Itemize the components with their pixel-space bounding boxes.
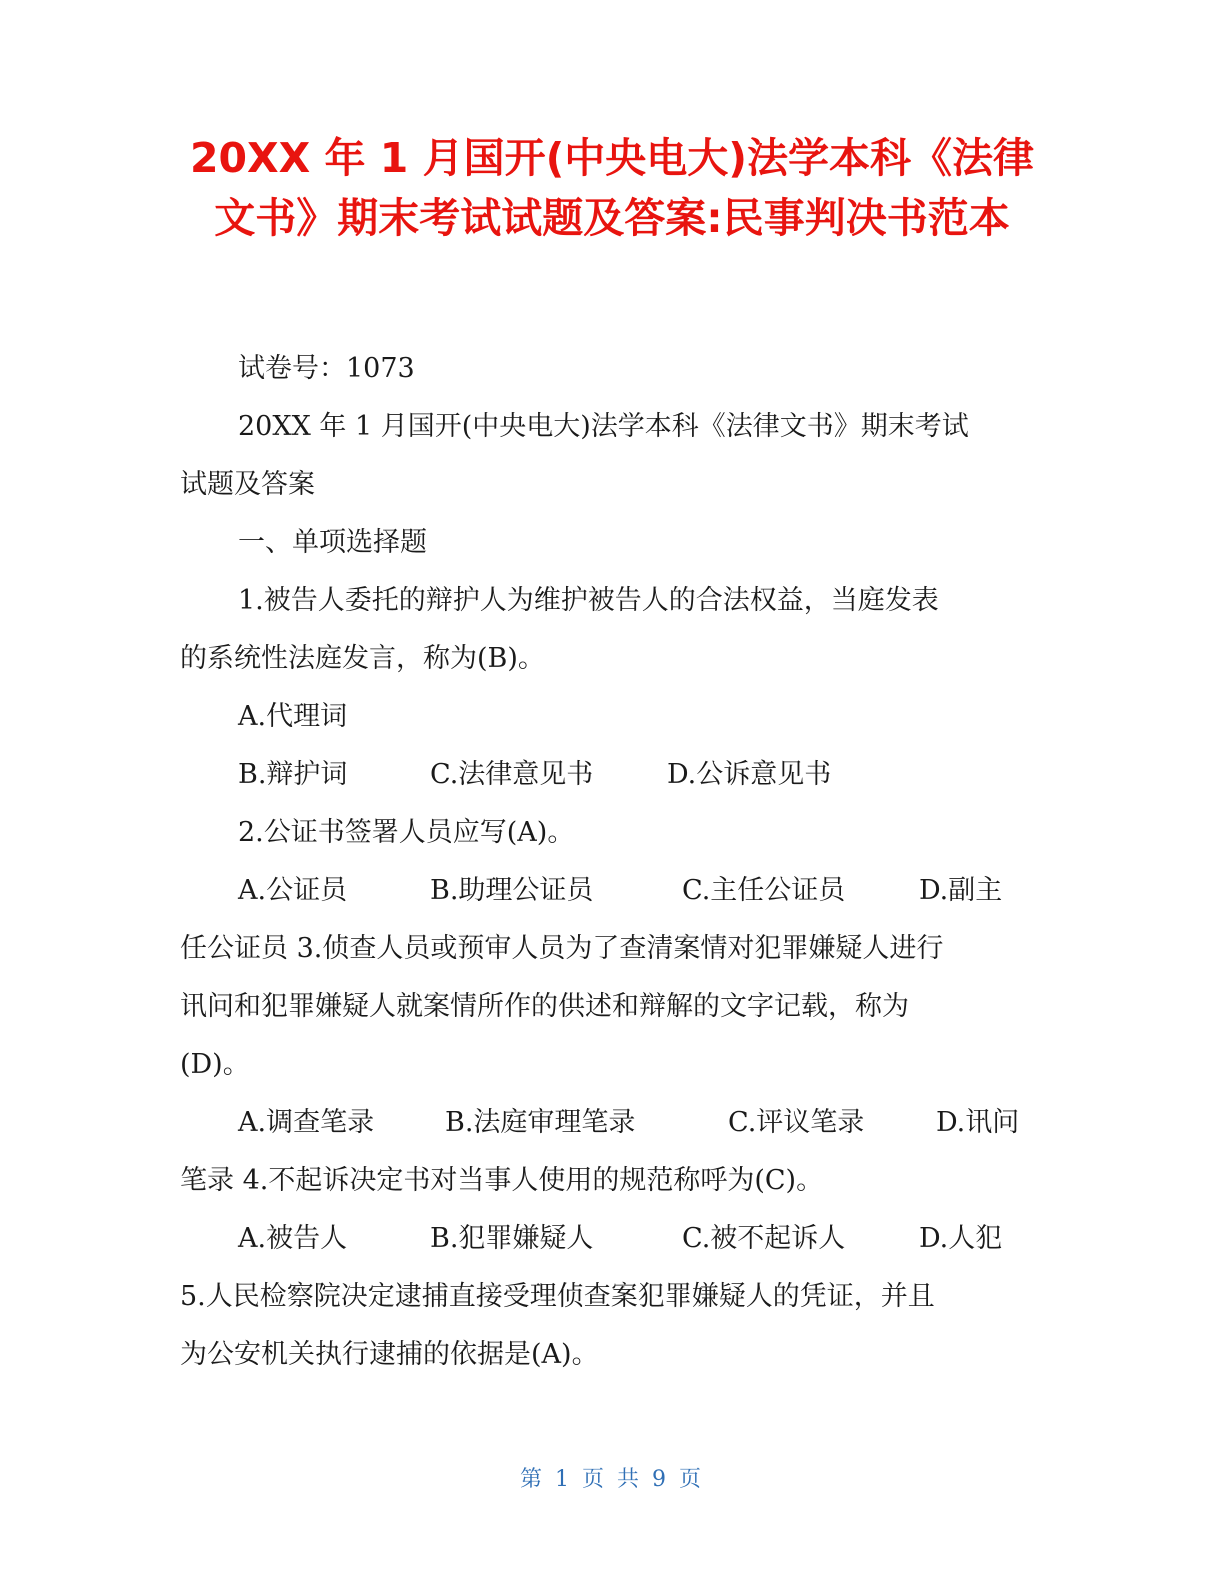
q1-option-b: B.辩护词 (238, 759, 348, 790)
paper-number: 试卷号：1073 (238, 353, 415, 384)
q4-option-c: C.被不起诉人 (682, 1223, 846, 1254)
question-1 (180, 572, 1026, 630)
q1-option-a: A.代理词 (238, 701, 348, 732)
q4-options-row (180, 1210, 1026, 1268)
question-5-line-1: 5.人民检察院决定逮捕直接受理侦查案犯罪嫌疑人的凭证，并且 (180, 1281, 935, 1312)
q2-option-d: D.副主 (919, 875, 1003, 906)
exam-heading-line-1: 20XX 年 1 月国开(中央电大)法学本科《法律文书》期末考试 (238, 411, 969, 442)
page-footer: 第 1 页 共 9 页 (520, 1467, 704, 1492)
question-3-line-1: 任公证员 3.侦查人员或预审人员为了查清案情对犯罪嫌疑人进行 (180, 933, 944, 964)
document-title (160, 128, 1064, 248)
q3-option-b: B.法庭审理笔录 (445, 1107, 636, 1138)
question-5-line-2: 为公安机关执行逮捕的依据是(A)。 (180, 1339, 599, 1370)
question-4: 笔录 4.不起诉决定书对当事人使用的规范称呼为(C)。 (180, 1165, 824, 1196)
q1-option-c: C.法律意见书 (430, 759, 594, 790)
q2-option-c: C.主任公证员 (682, 875, 846, 906)
question-2: 2.公证书签署人员应写(A)。 (238, 817, 575, 848)
title-line-1: 20XX 年 1 月国开(中央电大)法学本科《法律 (189, 134, 1035, 182)
question-5 (180, 1268, 1026, 1384)
question-3 (180, 920, 1026, 1094)
q4-option-a: A.被告人 (238, 1223, 348, 1254)
title-line-2: 文书》期末考试试题及答案:民事判决书范本 (214, 194, 1010, 242)
question-1-line-1: 1.被告人委托的辩护人为维护被告人的合法权益，当庭发表 (238, 585, 939, 616)
question-1-cont (180, 630, 1026, 688)
q3-options-row (180, 1094, 1026, 1152)
q1-options-row (180, 746, 1026, 804)
q2-option-a: A.公证员 (238, 875, 348, 906)
q2-option-b: B.助理公证员 (430, 875, 594, 906)
q4-option-d: D.人犯 (919, 1223, 1003, 1254)
exam-heading (180, 398, 1026, 456)
q1-option-d: D.公诉意见书 (667, 759, 832, 790)
q3-option-d: D.讯问 (936, 1107, 1020, 1138)
question-1-line-2: 的系统性法庭发言，称为(B)。 (180, 643, 545, 674)
document-body (180, 340, 1026, 1384)
q3-option-a: A.调查笔录 (238, 1107, 375, 1138)
q4-option-b: B.犯罪嫌疑人 (430, 1223, 594, 1254)
section-title: 一、单项选择题 (238, 527, 427, 558)
q2-options-row (180, 862, 1026, 920)
question-3-line-3: (D)。 (180, 1049, 250, 1080)
exam-heading-cont (180, 456, 1026, 514)
q3-option-c: C.评议笔录 (728, 1107, 865, 1138)
question-3-line-2: 讯问和犯罪嫌疑人就案情所作的供述和辩解的文字记载，称为 (180, 991, 909, 1022)
exam-heading-line-2: 试题及答案 (180, 469, 315, 500)
